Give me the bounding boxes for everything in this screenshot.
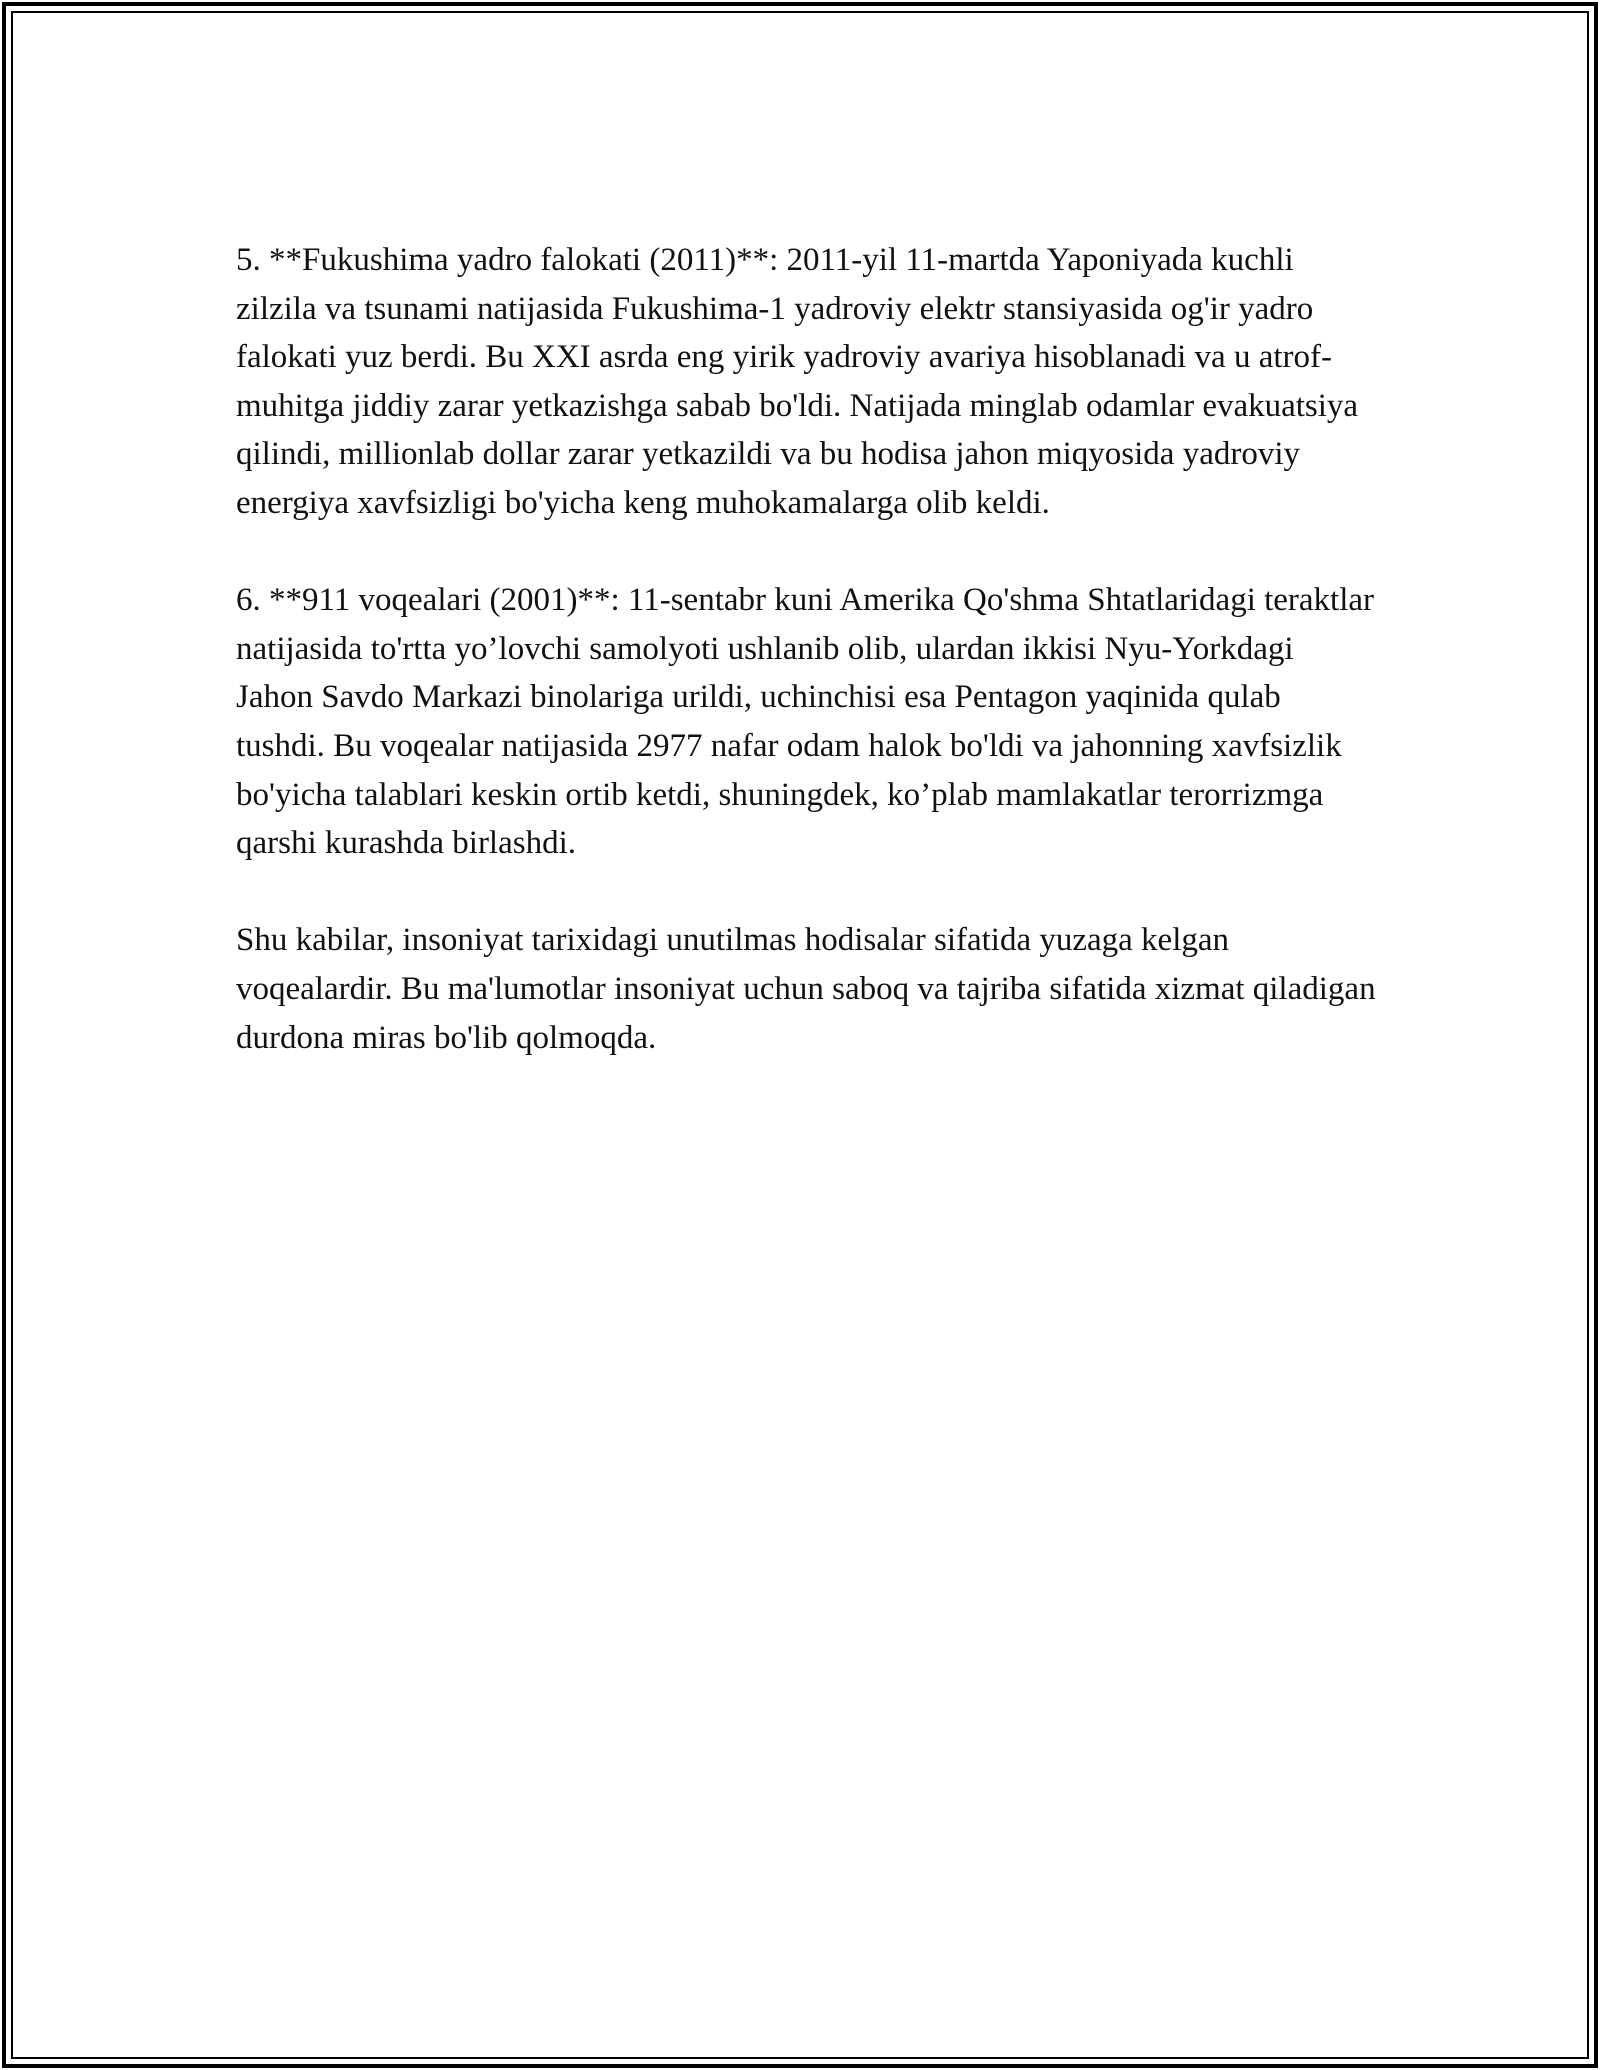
paragraph-fukushima: 5. **Fukushima yadro falokati (2011)**: 2011-yil 11-martda Yaponiyada kuchli zilzila va tsunami natijasida Fukushima-1 yadroviy elektr stansiyasida og'ir yadro falokati yuz berdi. Bu XXI asrda eng yirik yadroviy avariya hisoblanadi va u atrof-muhitga jiddiy zarar yetkazishga sabab bo'ldi. Natijada minglab odamlar evakuatsiya qilindi, millionlab dollar zarar yetkazildi va bu hodisa jahon miqyosida yadroviy energiya xavfsizligi bo'yicha keng muhokamalarga olib keldi. — [236, 242, 1359, 521]
paragraph-conclusion: Shu kabilar, insoniyat tarixidagi unutilmas hodisalar sifatida yuzaga kelgan voqealardir. Bu ma'lumotlar insoniyat uchun saboq va tajriba sifatida xizmat qiladigan durdona miras bo'lib qolmoqda. — [236, 922, 1376, 1056]
document-body — [236, 236, 1376, 1111]
paragraph-911: 6. **911 voqealari (2001)**: 11-sentabr kuni Amerika Qo'shma Shtatlaridagi teraktlar natijasida to'rtta yo’lovchi samolyoti ushlanib olib, ulardan ikkisi Nyu-Yorkdagi Jahon Savdo Markazi binolariga urildi, uchinchisi esa Pentagon yaqinida qulab tushdi. Bu voqealar natijasida 2977 nafar odam halok bo'ldi va jahonning xavfsizlik bo'yicha talablari keskin ortib ketdi, shuningdek, ko’plab mamlakatlar terorrizmga qarshi kurashda birlashdi. — [236, 582, 1375, 862]
